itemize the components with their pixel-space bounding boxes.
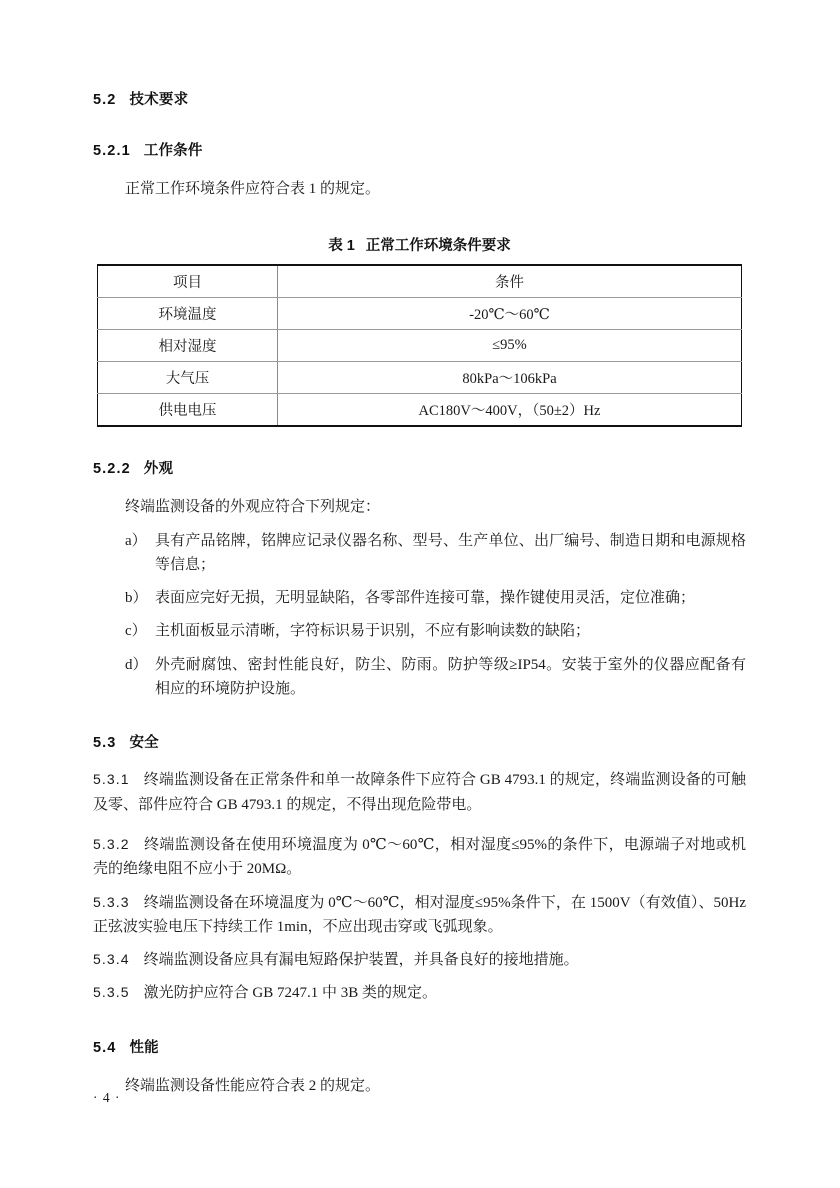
heading-5-3-number: 5.3 bbox=[93, 735, 117, 752]
table-header-row bbox=[98, 265, 742, 298]
heading-5-2-2 bbox=[93, 457, 746, 478]
heading-5-2-1-number: 5.2.1 bbox=[93, 143, 131, 159]
table-1-caption bbox=[93, 234, 746, 255]
clause-number: 5.3.5 bbox=[93, 984, 130, 1001]
clause-number: 5.3.1 bbox=[93, 771, 130, 788]
clause-text: 终端监测设备在环境温度为 0℃～60℃，相对湿度≤95%条件下，在 1500V（有效值）、50Hz 正弦波实验电压下持续工作 1min，不应出现击穿或飞弧现象。 bbox=[93, 894, 746, 935]
table-row bbox=[98, 362, 742, 394]
table-1-caption-title: 正常工作环境条件要求 bbox=[365, 238, 511, 255]
heading-5-2-2-title: 外观 bbox=[143, 461, 174, 478]
paragraph-5-3-5 bbox=[93, 981, 746, 1005]
heading-5-2-title: 技术要求 bbox=[129, 92, 189, 108]
heading-5-2-1-title: 工作条件 bbox=[143, 143, 203, 159]
page-content bbox=[93, 88, 746, 1098]
table-header-condition: 条件 bbox=[278, 265, 742, 298]
table-row bbox=[98, 298, 742, 330]
page-footer: · 4 · bbox=[93, 1090, 121, 1105]
list-item bbox=[93, 586, 746, 610]
paragraph-5-3-1 bbox=[93, 768, 746, 817]
heading-5-2-2-number: 5.2.2 bbox=[93, 461, 131, 478]
heading-5-4-number: 5.4 bbox=[93, 1039, 117, 1056]
clause-text: 激光防护应符合 GB 7247.1 中 3B 类的规定。 bbox=[143, 985, 437, 1002]
clause-number: 5.3.4 bbox=[93, 951, 130, 968]
table-row bbox=[98, 394, 742, 427]
list-item-marker: d） bbox=[125, 656, 148, 673]
table-cell-item: 供电电压 bbox=[98, 394, 278, 427]
list-item-marker: b） bbox=[125, 590, 148, 607]
clause-text: 终端监测设备在正常条件和单一故障条件下应符合 GB 4793.1 的规定，终端监测设备的可触及零、部件应符合 GB 4793.1 的规定，不得出现危险带电。 bbox=[93, 772, 746, 813]
list-item bbox=[93, 529, 746, 578]
heading-5-4 bbox=[93, 1036, 746, 1057]
list-item-marker: a） bbox=[125, 532, 147, 549]
table-cell-item: 大气压 bbox=[98, 362, 278, 394]
paragraph-5-2-1-body: 正常工作环境条件应符合表 1 的规定。 bbox=[125, 181, 381, 197]
list-item-text: 外壳耐腐蚀、密封性能良好，防尘、防雨。防护等级≥IP54。安装于室外的仪器应配备有相应的环境防护设施。 bbox=[155, 656, 746, 698]
list-item-text: 表面应完好无损，无明显缺陷，各零部件连接可靠，操作键使用灵活，定位准确； bbox=[155, 590, 696, 607]
paragraph-5-3-2 bbox=[93, 833, 746, 882]
appearance-requirements-list bbox=[93, 529, 746, 702]
paragraph-5-2-2-intro: 终端监测设备的外观应符合下列规定： bbox=[125, 499, 381, 516]
table-cell-condition: 80kPa～106kPa bbox=[278, 362, 742, 394]
table-cell-condition: ≤95% bbox=[278, 330, 742, 362]
heading-5-3-title: 安全 bbox=[129, 735, 159, 752]
table-row bbox=[98, 330, 742, 362]
table-cell-item: 环境温度 bbox=[98, 298, 278, 330]
list-item bbox=[93, 619, 746, 643]
table-1-caption-label: 表 1 bbox=[328, 238, 355, 255]
clause-text: 终端监测设备在使用环境温度为 0℃～60℃，相对湿度≤95%的条件下，电源端子对地或机壳的绝缘电阻不应小于 20MΩ。 bbox=[93, 836, 746, 878]
table-cell-condition: AC180V～400V，（50±2）Hz bbox=[278, 394, 742, 427]
table-header-item: 项目 bbox=[98, 265, 278, 298]
clause-number: 5.3.3 bbox=[93, 893, 130, 910]
list-item-text: 具有产品铭牌，铭牌应记录仪器名称、型号、生产单位、出厂编号、制造日期和电源规格等信息； bbox=[155, 532, 746, 573]
list-item-marker: c） bbox=[125, 623, 147, 640]
clause-number: 5.3.2 bbox=[93, 835, 130, 852]
heading-5-4-title: 性能 bbox=[129, 1039, 159, 1056]
heading-5-2-number: 5.2 bbox=[93, 92, 117, 108]
paragraph-5-3-3 bbox=[93, 891, 746, 940]
table-cell-condition: -20℃～60℃ bbox=[278, 298, 742, 330]
list-item bbox=[93, 653, 746, 702]
table-cell-item: 相对湿度 bbox=[98, 330, 278, 362]
heading-5-2 bbox=[93, 88, 746, 109]
heading-5-3 bbox=[93, 731, 746, 752]
paragraph-5-4-body: 终端监测设备性能应符合表 2 的规定。 bbox=[125, 1077, 381, 1094]
heading-5-2-1 bbox=[93, 139, 746, 160]
table-1-working-conditions bbox=[97, 264, 742, 427]
paragraph-5-3-4 bbox=[93, 948, 746, 972]
list-item-text: 主机面板显示清晰，字符标识易于识别，不应有影响读数的缺陷； bbox=[155, 623, 591, 640]
clause-text: 终端监测设备应具有漏电短路保护装置，并具备良好的接地措施。 bbox=[143, 952, 579, 969]
